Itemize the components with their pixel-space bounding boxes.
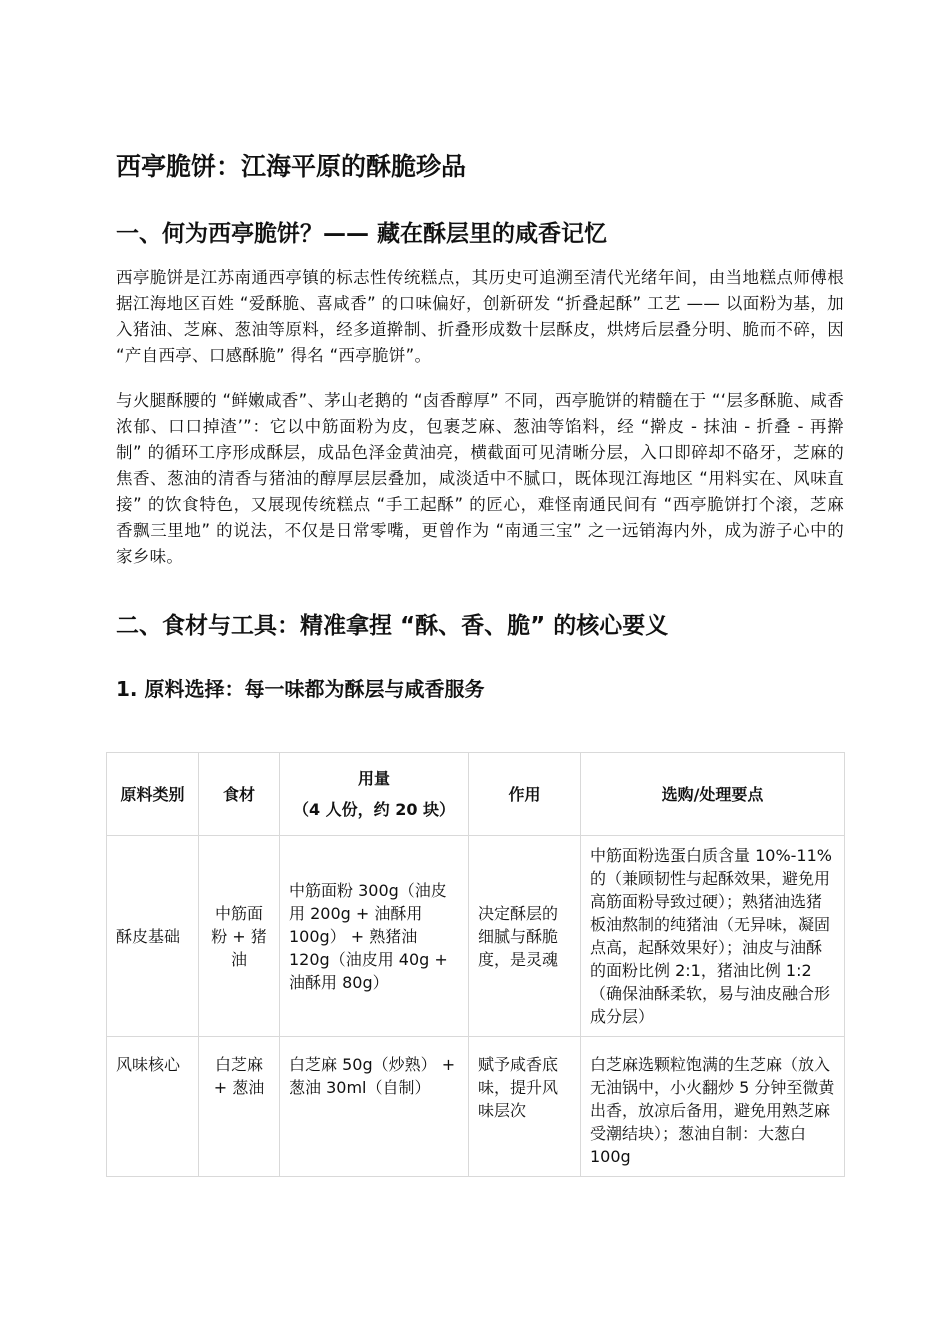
section2-subheading-1: 1. 原料选择：每一味都为酥层与咸香服务 (116, 677, 485, 701)
page-title: 西亭脆饼：江海平原的酥脆珍品 (116, 152, 467, 181)
header-amount (280, 753, 469, 836)
header-role: 作用 (469, 753, 581, 836)
cell-role: 决定酥层的细腻与酥脆度，是灵魂 (469, 836, 581, 1037)
cell-tips (581, 1037, 845, 1177)
cell-food: 白芝麻 + 葱油 (199, 1037, 280, 1177)
cell-amount: 中筋面粉 300g（油皮用 200g + 油酥用 100g） + 熟猪油 120g（油皮用 40g + 油酥用 80g） (280, 836, 469, 1037)
cell-role: 赋予咸香底味，提升风味层次 (469, 1037, 581, 1177)
cell-amount: 白芝麻 50g（炒熟） + 葱油 30ml（自制） (280, 1037, 469, 1177)
header-tips: 选购/处理要点 (581, 753, 845, 836)
section1-paragraph-1: 西亭脆饼是江苏南通西亭镇的标志性传统糕点，其历史可追溯至清代光绪年间，由当地糕点师傅根据江海地区百姓 “爱酥脆、喜咸香” 的口味偏好，创新研发 “折叠起酥” 工艺 —— 以面粉为基，加入猪油、芝麻、葱油等原料，经多道擀制、折叠形成数十层酥皮，烘烤后层叠分明、脆而不碎，因 “产自西亭、口感酥脆” 得名 “西亭脆饼”。 (116, 268, 844, 365)
cell-tips: 中筋面粉选蛋白质含量 10%-11% 的（兼顾韧性与起酥效果，避免用高筋面粉导致过硬）；熟猪油选猪板油熬制的纯猪油（无异味，凝固点高，起酥效果好）；油皮与油酥的面粉比例 2:1，猪油比例 1:2（确保油酥柔软，易与油皮融合形成分层） (581, 836, 845, 1037)
header-category: 原料类别 (107, 753, 199, 836)
section1-heading: 一、何为西亭脆饼？—— 藏在酥层里的咸香记忆 (116, 221, 608, 247)
table-header-row (107, 753, 845, 836)
cell-tips-text: 白芝麻选颗粒饱满的生芝麻（放入无油锅中，小火翻炒 5 分钟至微黄出香，放凉后备用，避免用熟芝麻受潮结块）；葱油自制：大葱白 100g (590, 1055, 835, 1166)
ingredients-table (106, 752, 845, 1177)
header-amount-line2: （4 人份，约 20 块） (292, 800, 456, 819)
header-amount-line1: 用量 (357, 769, 390, 788)
section2-heading: 二、食材与工具：精准拿捏 “酥、香、脆” 的核心要义 (116, 613, 669, 639)
section1-paragraph-2: 与火腿酥腰的 “鲜嫩咸香”、茅山老鹅的 “卤香醇厚” 不同，西亭脆饼的精髓在于 “‘层多酥脆、咸香浓郁、口口掉渣’”：它以中筋面粉为皮，包裹芝麻、葱油等馅料，经 “擀皮 - 抹油 - 折叠 - 再擀制” 的循环工序形成酥层，成品色泽金黄油亮，横截面可见清晰分层，入口即碎却不硌牙，芝麻的焦香、葱油的清香与猪油的醇厚层层叠加，咸淡适中不腻口，既体现江海地区 “用料实在、风味直接” 的饮食特色，又展现传统糕点 “手工起酥” 的匠心，难怪南通民间有 “西亭脆饼打个滚，芝麻香飘三里地” 的说法，不仅是日常零嘴，更曾作为 “南通三宝” 之一远销海内外，成为游子心中的家乡味。 (116, 391, 844, 566)
table-row (107, 1037, 845, 1177)
table-row (107, 836, 845, 1037)
cell-category: 酥皮基础 (107, 836, 199, 1037)
cell-category: 风味核心 (107, 1037, 199, 1177)
cell-food: 中筋面粉 + 猪油 (199, 836, 280, 1037)
header-food: 食材 (199, 753, 280, 836)
